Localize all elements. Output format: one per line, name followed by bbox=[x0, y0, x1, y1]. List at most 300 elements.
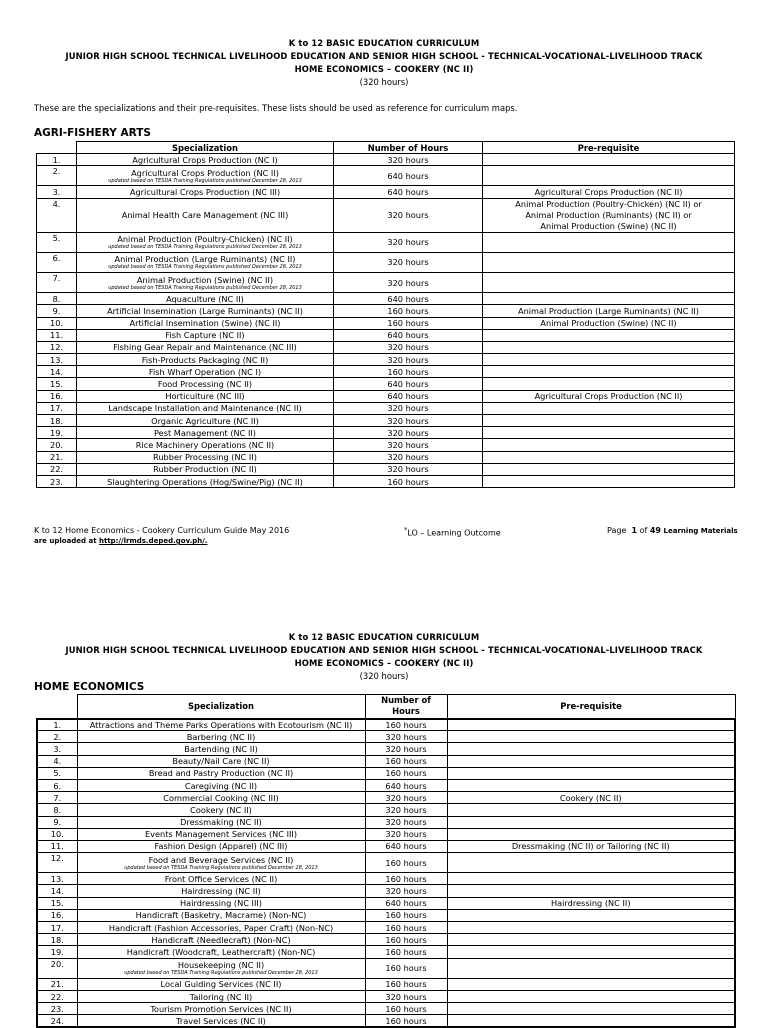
specialization-name: Fish-Products Packaging (NC II) bbox=[141, 354, 269, 365]
hours-cell: 320 hours bbox=[334, 252, 483, 272]
specialization-name: Events Management Services (NC III) bbox=[144, 829, 298, 840]
tesda-update-note: updated based on TESDA Training Regulations published December 28, 2013 bbox=[108, 244, 302, 251]
row-number: 22. bbox=[37, 990, 77, 1002]
prerequisite-cell bbox=[483, 341, 735, 353]
specialization-cell bbox=[77, 958, 365, 978]
specialization-cell bbox=[77, 792, 365, 804]
prerequisite-cell bbox=[447, 731, 735, 743]
prerequisite-cell bbox=[483, 451, 735, 463]
hours-header-2: Number of Hours bbox=[365, 695, 447, 719]
table-row bbox=[37, 779, 735, 791]
row-number: 12. bbox=[37, 341, 77, 353]
specialization-name: Fashion Design (Apparel) (NC III) bbox=[154, 841, 288, 852]
prerequisite-cell bbox=[447, 909, 735, 921]
hours-cell: 640 hours bbox=[334, 166, 483, 186]
tesda-update-note: updated based on TESDA Training Regulations published December 28, 2013 bbox=[108, 284, 302, 291]
row-number: 5. bbox=[37, 232, 77, 252]
specialization-cell bbox=[77, 252, 334, 272]
specialization-name: Rice Machinery Operations (NC II) bbox=[135, 439, 275, 450]
specialization-name: Landscape Installation and Maintenance (NC II) bbox=[108, 403, 302, 414]
specialization-name: Pest Management (NC II) bbox=[154, 427, 256, 438]
table-row bbox=[37, 272, 735, 292]
prerequisite-cell bbox=[447, 978, 735, 990]
prerequisite-cell bbox=[483, 329, 735, 341]
hours-cell: 160 hours bbox=[365, 853, 447, 873]
specialization-name: Rubber Processing (NC II) bbox=[153, 452, 257, 463]
specialization-cell bbox=[77, 475, 334, 487]
page-1-header bbox=[0, 37, 768, 89]
row-number: 7. bbox=[37, 272, 77, 292]
row-number: 3. bbox=[37, 743, 77, 755]
hours-cell: 320 hours bbox=[365, 743, 447, 755]
hours-cell: 320 hours bbox=[365, 990, 447, 1002]
row-number: 8. bbox=[37, 804, 77, 816]
specialization-name: Agricultural Crops Production (NC I) bbox=[132, 154, 278, 165]
specialization-name: Artificial Insemination (Swine) (NC II) bbox=[129, 318, 281, 329]
row-number: 1. bbox=[37, 719, 77, 731]
specialization-name: Agricultural Crops Production (NC II) bbox=[131, 167, 279, 178]
prerequisite-cell: Dressmaking (NC II) or Tailoring (NC II) bbox=[447, 840, 735, 852]
hours-cell: 640 hours bbox=[334, 329, 483, 341]
row-number: 3. bbox=[37, 186, 77, 198]
section-title-home-economics: HOME ECONOMICS bbox=[34, 681, 145, 693]
specialization-cell bbox=[77, 853, 365, 873]
specialization-cell bbox=[77, 897, 365, 909]
hours-cell: 320 hours bbox=[334, 154, 483, 166]
table-row bbox=[37, 792, 735, 804]
hours-cell: 640 hours bbox=[365, 897, 447, 909]
hours-cell: 320 hours bbox=[365, 816, 447, 828]
prerequisite-cell bbox=[447, 946, 735, 958]
hours-cell: 160 hours bbox=[365, 1003, 447, 1015]
hours-cell: 320 hours bbox=[334, 272, 483, 292]
table-row bbox=[37, 186, 735, 198]
hours-cell: 320 hours bbox=[334, 415, 483, 427]
table-row bbox=[37, 885, 735, 897]
table-row bbox=[37, 366, 735, 378]
footer-lo-text: LO – Learning Outcome bbox=[407, 528, 501, 538]
prerequisite-cell bbox=[447, 828, 735, 840]
row-number: 21. bbox=[37, 978, 77, 990]
specialization-cell bbox=[77, 1015, 365, 1027]
specialization-cell bbox=[77, 293, 334, 305]
specialization-name: Hairdressing (NC III) bbox=[180, 898, 262, 909]
prerequisite-cell bbox=[483, 475, 735, 487]
hours-cell: 320 hours bbox=[365, 828, 447, 840]
hours-cell: 160 hours bbox=[334, 305, 483, 317]
specialization-name: Commercial Cooking (NC III) bbox=[163, 792, 279, 803]
row-number: 15. bbox=[37, 897, 77, 909]
prerequisite-cell: Animal Production (Large Ruminants) (NC II) bbox=[483, 305, 735, 317]
footer-materials: Learning Materials bbox=[663, 527, 738, 535]
hours-cell: 640 hours bbox=[365, 779, 447, 791]
prerequisite-cell: Animal Production (Poultry-Chicken) (NC II) or Animal Production (Ruminants) (NC II) or Animal Production (Swine) (NC II) bbox=[483, 198, 735, 232]
prerequisite-cell bbox=[447, 804, 735, 816]
row-number: 6. bbox=[37, 779, 77, 791]
tesda-update-note: updated based on TESDA Training Regulations published December 28, 2013 bbox=[108, 264, 302, 271]
table-row bbox=[37, 305, 735, 317]
specialization-cell bbox=[77, 341, 334, 353]
specialization-name: Agricultural Crops Production (NC III) bbox=[129, 186, 281, 197]
specialization-cell bbox=[77, 154, 334, 166]
specialization-name: Local Guiding Services (NC II) bbox=[160, 979, 282, 990]
table-header-row bbox=[37, 142, 735, 154]
hours-cell: 320 hours bbox=[365, 804, 447, 816]
specialization-name: Tailoring (NC II) bbox=[189, 991, 253, 1002]
specialization-cell bbox=[77, 451, 334, 463]
specialization-cell bbox=[77, 978, 365, 990]
hours-cell: 160 hours bbox=[334, 475, 483, 487]
row-number: 10. bbox=[37, 828, 77, 840]
row-number: 11. bbox=[37, 840, 77, 852]
row-number: 23. bbox=[37, 475, 77, 487]
prerequisite-cell bbox=[483, 232, 735, 252]
hours-cell: 320 hours bbox=[334, 427, 483, 439]
prerequisite-cell bbox=[447, 1003, 735, 1015]
hours-cell: 160 hours bbox=[334, 317, 483, 329]
table-row bbox=[37, 909, 735, 921]
row-number: 17. bbox=[37, 922, 77, 934]
table-row bbox=[37, 341, 735, 353]
prerequisite-cell: Cookery (NC II) bbox=[447, 792, 735, 804]
hours-cell: 160 hours bbox=[365, 909, 447, 921]
table-row bbox=[37, 329, 735, 341]
specialization-name: Handicraft (Basketry, Macrame) (Non-NC) bbox=[135, 910, 307, 921]
table-row bbox=[37, 816, 735, 828]
row-number: 18. bbox=[37, 934, 77, 946]
table-row bbox=[37, 897, 735, 909]
prerequisite-cell bbox=[447, 853, 735, 873]
table-row bbox=[37, 922, 735, 934]
table-row bbox=[37, 390, 735, 402]
prerequisite-cell bbox=[483, 272, 735, 292]
specialization-name: Travel Services (NC II) bbox=[176, 1015, 266, 1026]
table-row bbox=[37, 198, 735, 232]
specialization-name: Bartending (NC II) bbox=[184, 743, 258, 754]
specialization-name: Organic Agriculture (NC II) bbox=[151, 415, 259, 426]
row-number: 12. bbox=[37, 853, 77, 873]
table-row bbox=[37, 804, 735, 816]
row-number: 11. bbox=[37, 329, 77, 341]
hours-cell: 640 hours bbox=[334, 186, 483, 198]
table-row bbox=[37, 990, 735, 1002]
table-row bbox=[37, 719, 735, 731]
num-header-2 bbox=[37, 695, 77, 719]
footer-page-total: 49 bbox=[649, 526, 661, 535]
hours-cell: 160 hours bbox=[365, 978, 447, 990]
footer-uploaded-text: are uploaded at bbox=[34, 537, 97, 545]
row-number: 6. bbox=[37, 252, 77, 272]
footer-page-label: Page bbox=[607, 526, 627, 535]
row-number: 13. bbox=[37, 354, 77, 366]
track-title-2: JUNIOR HIGH SCHOOL TECHNICAL LIVELIHOOD EDUCATION AND SENIOR HIGH SCHOOL - TECHNICAL-VOCATIONAL-LIVELIHOOD TRACK bbox=[65, 645, 703, 655]
row-number: 14. bbox=[37, 885, 77, 897]
num-header bbox=[37, 142, 77, 154]
hours-cell: 160 hours bbox=[365, 1015, 447, 1027]
specialization-name: Bread and Pastry Production (NC II) bbox=[148, 768, 294, 779]
tesda-update-note: updated based on TESDA Training Regulations published December 28, 2013 bbox=[124, 864, 318, 871]
track-title: JUNIOR HIGH SCHOOL TECHNICAL LIVELIHOOD EDUCATION AND SENIOR HIGH SCHOOL - TECHNICAL-VOCATIONAL-LIVELIHOOD TRACK bbox=[65, 51, 703, 61]
prerequisite-cell bbox=[447, 934, 735, 946]
specialization-name: Artificial Insemination (Large Ruminants) (NC II) bbox=[107, 305, 303, 316]
hours-cell: 160 hours bbox=[365, 946, 447, 958]
specialization-cell bbox=[77, 186, 334, 198]
table-row bbox=[37, 154, 735, 166]
subject-title-2: HOME ECONOMICS – COOKERY (NC II) bbox=[294, 658, 474, 668]
table-row bbox=[37, 743, 735, 755]
lrmds-link[interactable]: http://lrmds.deped.gov.ph/. bbox=[99, 537, 208, 545]
hours-cell: 640 hours bbox=[365, 840, 447, 852]
specialization-name: Tourism Promotion Services (NC II) bbox=[150, 1003, 292, 1014]
hours-cell: 320 hours bbox=[334, 198, 483, 232]
prerequisite-cell bbox=[447, 922, 735, 934]
prerequisite-cell: Agricultural Crops Production (NC II) bbox=[483, 186, 735, 198]
hours-cell: 160 hours bbox=[365, 873, 447, 885]
hours-cell: 320 hours bbox=[334, 439, 483, 451]
specialization-cell bbox=[77, 305, 334, 317]
prerequisite-cell bbox=[483, 439, 735, 451]
specialization-name: Slaughtering Operations (Hog/Swine/Pig) (NC II) bbox=[107, 476, 303, 487]
specialization-name: Hairdressing (NC II) bbox=[181, 886, 261, 897]
specialization-name: Dressmaking (NC II) bbox=[180, 817, 262, 828]
specialization-cell bbox=[77, 232, 334, 252]
prerequisite-cell: Agricultural Crops Production (NC II) bbox=[483, 390, 735, 402]
specialization-name: Animal Health Care Management (NC III) bbox=[121, 210, 289, 221]
hours-cell: 320 hours bbox=[334, 341, 483, 353]
row-number: 22. bbox=[37, 463, 77, 475]
footer-lo-star: * bbox=[404, 526, 408, 534]
row-number: 13. bbox=[37, 873, 77, 885]
prerequisite-cell bbox=[447, 816, 735, 828]
specialization-cell bbox=[77, 166, 334, 186]
row-number: 16. bbox=[37, 909, 77, 921]
specialization-cell bbox=[77, 1003, 365, 1015]
footer-uploaded bbox=[34, 537, 207, 545]
hours-cell: 160 hours bbox=[365, 934, 447, 946]
table-row bbox=[37, 934, 735, 946]
specialization-name: Handicraft (Needlecraft) (Non-NC) bbox=[151, 934, 291, 945]
footer-guide: K to 12 Home Economics - Cookery Curriculum Guide May 2016 bbox=[34, 526, 290, 535]
specialization-cell bbox=[77, 463, 334, 475]
prerequisite-cell bbox=[447, 990, 735, 1002]
table-row bbox=[37, 767, 735, 779]
table-row bbox=[37, 402, 735, 414]
specialization-name: Food and Beverage Services (NC II) bbox=[148, 854, 294, 865]
specialization-header-2: Specialization bbox=[77, 695, 365, 719]
table-row bbox=[37, 252, 735, 272]
specialization-cell bbox=[77, 427, 334, 439]
row-number: 4. bbox=[37, 755, 77, 767]
prerequisite-header-2: Pre-requisite bbox=[447, 695, 735, 719]
prerequisite-cell bbox=[483, 154, 735, 166]
specialization-name: Food Processing (NC II) bbox=[157, 379, 253, 390]
hours-header: Number of Hours bbox=[334, 142, 483, 154]
hours-cell: 320 hours bbox=[334, 232, 483, 252]
specialization-cell bbox=[77, 354, 334, 366]
hours-cell: 160 hours bbox=[365, 958, 447, 978]
specialization-cell bbox=[77, 934, 365, 946]
specialization-name: Attractions and Theme Parks Operations with Ecotourism (NC II) bbox=[89, 719, 353, 730]
specialization-name: Animal Production (Poultry-Chicken) (NC II) bbox=[117, 234, 293, 245]
specialization-name: Fish Capture (NC II) bbox=[165, 330, 245, 341]
row-number: 15. bbox=[37, 378, 77, 390]
table-row bbox=[37, 1003, 735, 1015]
specialization-cell bbox=[77, 415, 334, 427]
specialization-cell bbox=[77, 719, 365, 731]
hours-cell: 320 hours bbox=[334, 354, 483, 366]
row-number: 4. bbox=[37, 198, 77, 232]
row-number: 19. bbox=[37, 946, 77, 958]
hours-line-2: (320 hours) bbox=[359, 671, 409, 681]
prerequisite-cell bbox=[483, 166, 735, 186]
table-row bbox=[37, 427, 735, 439]
prerequisite-cell: Hairdressing (NC II) bbox=[447, 897, 735, 909]
footer-page-of: of bbox=[639, 526, 648, 535]
table-row bbox=[37, 828, 735, 840]
prerequisite-cell bbox=[447, 767, 735, 779]
table-row bbox=[37, 451, 735, 463]
table-row bbox=[37, 978, 735, 990]
specialization-name: Handicraft (Woodcraft, Leathercraft) (Non-NC) bbox=[126, 946, 316, 957]
specialization-name: Aquaculture (NC II) bbox=[166, 293, 244, 304]
specialization-cell bbox=[77, 402, 334, 414]
prerequisite-cell bbox=[447, 719, 735, 731]
specialization-name: Animal Production (Swine) (NC II) bbox=[136, 274, 274, 285]
subject-title: HOME ECONOMICS – COOKERY (NC II) bbox=[294, 64, 474, 74]
tesda-update-note: updated based on TESDA Training Regulations published December 28, 2013 bbox=[124, 970, 318, 977]
specialization-name: Housekeeping (NC II) bbox=[177, 960, 265, 971]
row-number: 20. bbox=[37, 439, 77, 451]
prerequisite-cell bbox=[483, 354, 735, 366]
table-row bbox=[37, 853, 735, 873]
specialization-cell bbox=[77, 873, 365, 885]
row-number: 14. bbox=[37, 366, 77, 378]
prerequisite-cell bbox=[447, 885, 735, 897]
hours-cell: 160 hours bbox=[365, 922, 447, 934]
table-header-row-2 bbox=[37, 695, 735, 719]
specialization-cell bbox=[77, 390, 334, 402]
prerequisite-header: Pre-requisite bbox=[483, 142, 735, 154]
section-title-agri-fishery: AGRI-FISHERY ARTS bbox=[34, 127, 151, 139]
specialization-cell bbox=[77, 329, 334, 341]
footer-page-num: 1 bbox=[631, 526, 638, 535]
row-number: 2. bbox=[37, 731, 77, 743]
home-economics-table bbox=[36, 694, 736, 1028]
table-row bbox=[37, 232, 735, 252]
table-row bbox=[37, 463, 735, 475]
table-row bbox=[37, 873, 735, 885]
specialization-name: Animal Production (Large Ruminants) (NC II) bbox=[114, 254, 296, 265]
table-row bbox=[37, 731, 735, 743]
specialization-cell bbox=[77, 743, 365, 755]
specialization-cell bbox=[77, 885, 365, 897]
intro-text: These are the specializations and their pre-requisites. These lists should be used as reference for curriculum maps. bbox=[34, 103, 518, 113]
table-row bbox=[37, 840, 735, 852]
prerequisite-cell bbox=[447, 873, 735, 885]
row-number: 9. bbox=[37, 816, 77, 828]
specialization-header: Specialization bbox=[77, 142, 334, 154]
specialization-cell bbox=[77, 731, 365, 743]
table-row bbox=[37, 354, 735, 366]
prerequisite-cell bbox=[447, 755, 735, 767]
specialization-name: Rubber Production (NC II) bbox=[153, 464, 257, 475]
table-row bbox=[37, 317, 735, 329]
hours-cell: 320 hours bbox=[365, 885, 447, 897]
curriculum-title: K to 12 BASIC EDUCATION CURRICULUM bbox=[288, 38, 480, 48]
specialization-cell bbox=[77, 272, 334, 292]
specialization-cell bbox=[77, 317, 334, 329]
specialization-cell bbox=[77, 366, 334, 378]
prerequisite-cell bbox=[483, 402, 735, 414]
prerequisite-cell bbox=[447, 1015, 735, 1027]
row-number: 10. bbox=[37, 317, 77, 329]
specialization-name: Fish Wharf Operation (NC I) bbox=[148, 366, 262, 377]
hours-cell: 160 hours bbox=[365, 755, 447, 767]
prerequisite-cell bbox=[483, 366, 735, 378]
table-row bbox=[37, 378, 735, 390]
specialization-name: Cookery (NC II) bbox=[190, 804, 252, 815]
hours-cell: 640 hours bbox=[334, 293, 483, 305]
specialization-cell bbox=[77, 828, 365, 840]
specialization-cell bbox=[77, 804, 365, 816]
specialization-cell bbox=[77, 198, 334, 232]
prerequisite-cell: Animal Production (Swine) (NC II) bbox=[483, 317, 735, 329]
prerequisite-cell bbox=[483, 293, 735, 305]
hours-cell: 320 hours bbox=[365, 792, 447, 804]
footer-lo bbox=[404, 526, 501, 538]
specialization-cell bbox=[77, 439, 334, 451]
specialization-cell bbox=[77, 755, 365, 767]
specialization-cell bbox=[77, 909, 365, 921]
specialization-name: Beauty/Nail Care (NC II) bbox=[172, 756, 270, 767]
specialization-name: Horticulture (NC III) bbox=[165, 391, 245, 402]
specialization-cell bbox=[77, 767, 365, 779]
specialization-cell bbox=[77, 779, 365, 791]
prerequisite-cell bbox=[447, 743, 735, 755]
row-number: 17. bbox=[37, 402, 77, 414]
specialization-name: Barbering (NC II) bbox=[186, 731, 256, 742]
hours-cell: 160 hours bbox=[334, 366, 483, 378]
table-row bbox=[37, 475, 735, 487]
row-number: 18. bbox=[37, 415, 77, 427]
row-number: 2. bbox=[37, 166, 77, 186]
row-number: 5. bbox=[37, 767, 77, 779]
specialization-name: Fishing Gear Repair and Maintenance (NC III) bbox=[113, 342, 297, 353]
table-row bbox=[37, 755, 735, 767]
prerequisite-cell bbox=[483, 463, 735, 475]
specialization-name: Handicraft (Fashion Accessories, Paper Craft) (Non-NC) bbox=[108, 922, 334, 933]
hours-cell: 320 hours bbox=[334, 451, 483, 463]
row-number: 20. bbox=[37, 958, 77, 978]
row-number: 7. bbox=[37, 792, 77, 804]
prerequisite-cell bbox=[483, 378, 735, 390]
table-row bbox=[37, 293, 735, 305]
hours-cell: 320 hours bbox=[365, 731, 447, 743]
table-row bbox=[37, 439, 735, 451]
row-number: 9. bbox=[37, 305, 77, 317]
prerequisite-cell bbox=[447, 779, 735, 791]
hours-cell: 160 hours bbox=[365, 719, 447, 731]
table-row bbox=[37, 946, 735, 958]
curriculum-title-2: K to 12 BASIC EDUCATION CURRICULUM bbox=[288, 632, 480, 642]
hours-line: (320 hours) bbox=[359, 77, 409, 87]
table-row bbox=[37, 1015, 735, 1027]
hours-cell: 640 hours bbox=[334, 390, 483, 402]
specialization-cell bbox=[77, 990, 365, 1002]
footer-page bbox=[607, 526, 738, 535]
hours-cell: 320 hours bbox=[334, 463, 483, 475]
row-number: 23. bbox=[37, 1003, 77, 1015]
